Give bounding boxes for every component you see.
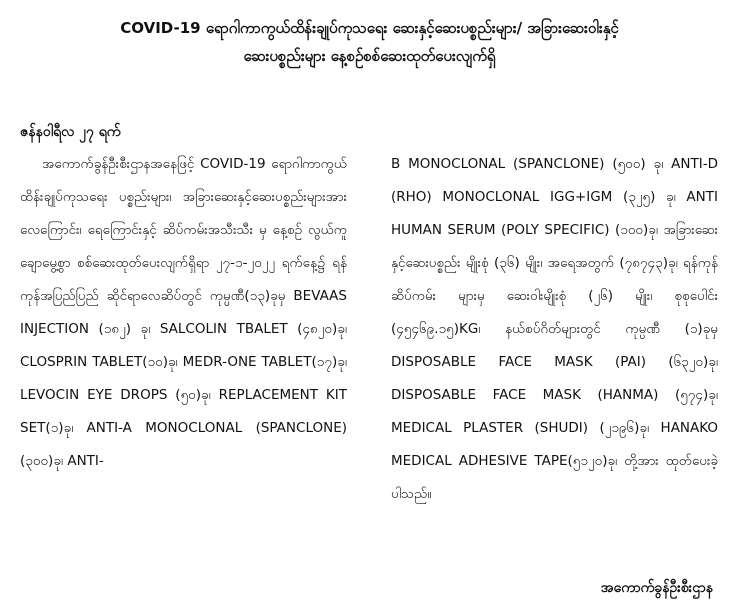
date-line: ဇန်နဝါရီလ ၂၇ ရက် xyxy=(20,124,121,140)
title-line-2: ဆေးပစ္စည်းများ နေ့စဉ်စစ်ဆေးထုတ်ပေးလျက်ရှိ xyxy=(243,47,496,65)
document-title xyxy=(0,14,739,70)
body-column-left: အကောက်ခွန်ဦးစီးဌာနအနေဖြင့် COVID-19 ရောဂါကာကွယ် ထိန်းချုပ်ကုသရေး ပစ္စည်းများ၊ အခြားဆေးနှင့်ဆေးပစ္စည်းများအား လေကြောင်း၊ ရေကြောင်းနှင့် ဆိပ်ကမ်းအသီးသီး မှ နေ့စဉ် လွယ်ကူချောမွေ့စွာ စစ်ဆေးထုတ်ပေးလျက်ရှိရာ ၂၇-၁-၂၀၂၂ ရက်နေ့၌ ရန်ကုန်အပြည်ပြည် ဆိုင်ရာလေဆိပ်တွင် ကုမ္ပဏီ(၁၃)ခုမှ BEVAAS INJECTION (၁၈၂) ခု၊ SALCOLIN TBALET (၄၈၂၀)ခု၊ CLOSPRIN TABLET(၁၀)ခု၊ MEDR-ONE TABLET(၁၇)ခု၊ LEVOCIN EYE DROPS (၅၀)ခု၊ REPLACEMENT KIT SET(၁)ခု၊ ANTI-A MONOCLONAL (SPANCLONE) (၃၀၀)ခု၊ ANTI- xyxy=(20,156,347,469)
body-column-right: B MONOCLONAL (SPANCLONE) (၅၀၀) ခု၊ ANTI-D (RHO) MONOCLONAL IGG+IGM (၃၂၅) ခု၊ ANTI HUMAN SERUM (POLY SPECIFIC) (၁၀၀)ခု၊ အခြားဆေးနှင့်ဆေးပစ္စည်း မျိုးစုံ (၃၆) မျိုး၊ အရေအတွက် (၇၈၇၄၃)ခု၊ ရန်ကုန်ဆိပ်ကမ်း များမှ ဆေးဝါးမျိုးစုံ (၂၆) မျိုး၊ စုစုပေါင်း (၄၅၄၆၉.၁၅)KG၊ နယ်စပ်ဂိတ်များတွင် ကုမ္ပဏီ (၁)ခုမှ DISPOSABLE FACE MASK (PAI) (၆၃၂၀)ခု၊ DISPOSABLE FACE MASK (HANMA) (၅၇၄)ခု၊ MEDICAL PLASTER (SHUDI) (၂၁၉၆)ခု၊ HANAKO MEDICAL ADHESIVE TAPE(၅၁၂၀)ခု၊ တို့အား ထုတ်ပေးခဲ့ပါသည်။ xyxy=(391,156,718,502)
title-line-1: COVID-19 ရောဂါကာကွယ်ထိန်းချုပ်ကုသရေး ဆေးနှင့်ဆေးပစ္စည်းများ/ အခြားဆေးဝါးနှင့် xyxy=(120,19,619,37)
signature-department: အကောက်ခွန်ဦးစီးဌာန xyxy=(600,580,713,596)
